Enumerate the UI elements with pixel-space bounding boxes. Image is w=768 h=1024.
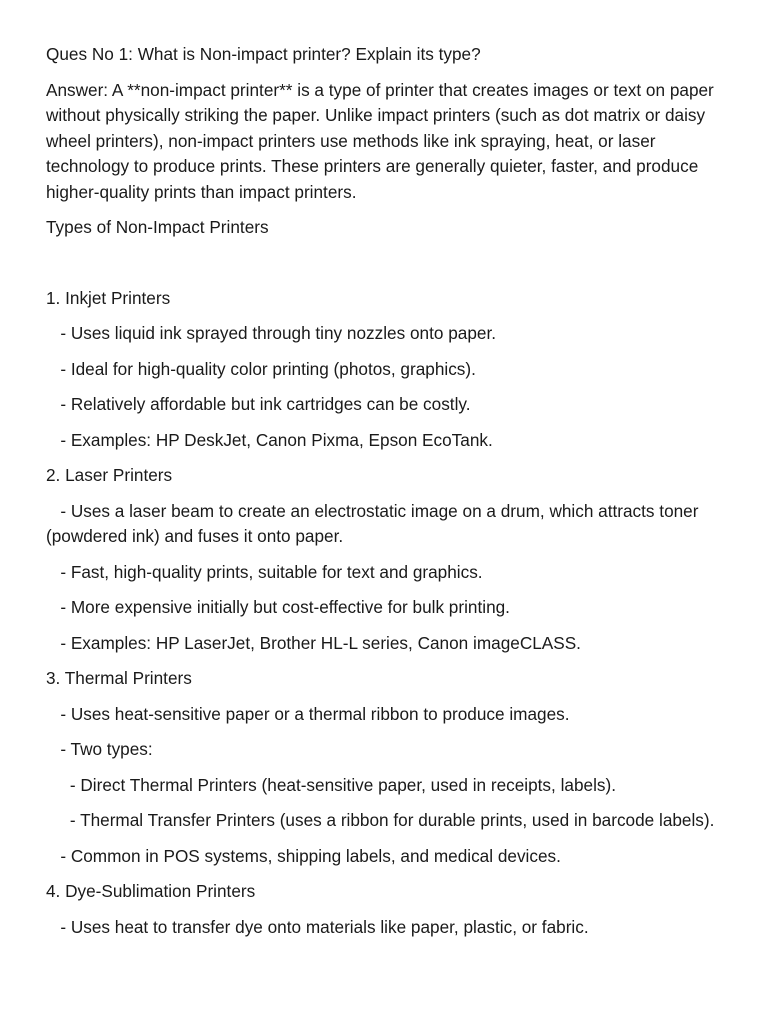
list-line: - Uses heat-sensitive paper or a thermal ribbon to produce images. xyxy=(46,703,570,724)
list-line: - Ideal for high-quality color printing (photos, graphics). xyxy=(46,358,476,379)
answer-paragraph: Answer: A **non-impact printer** is a type of printer that creates images or text on paper without physically striking the paper. Unlike impact printers (such as dot matrix or daisy wheel printers), non-impact printers use methods like ink spraying, heat, or laser technology to produce prints. These printers are generally quieter, faster, and produce higher-quality prints than impact printers. xyxy=(46,79,719,202)
list-line: - Uses heat to transfer dye onto materials like paper, plastic, or fabric. xyxy=(46,916,589,937)
list-line: - Relatively affordable but ink cartridges can be costly. xyxy=(46,394,471,414)
list-line-inkjet-heading: 1. Inkjet Printers xyxy=(46,287,171,308)
list-line: - Two types: xyxy=(46,739,153,759)
list-line: - Fast, high-quality prints, suitable for text and graphics. xyxy=(46,561,483,582)
list-line: - Uses liquid ink sprayed through tiny nozzles onto paper. xyxy=(46,323,496,343)
list-line-dye-sublimation-heading: 4. Dye-Sublimation Printers xyxy=(46,881,256,901)
list-line: - Examples: HP DeskJet, Canon Pixma, Epson EcoTank. xyxy=(46,429,493,450)
list-line: - More expensive initially but cost-effective for bulk printing. xyxy=(46,597,510,617)
list-line-laser-heading: 2. Laser Printers xyxy=(46,465,173,485)
list-line: - Common in POS systems, shipping labels, and medical devices. xyxy=(46,845,561,866)
list-line: - Thermal Transfer Printers (uses a ribbon for durable prints, used in barcode labels). xyxy=(46,810,715,830)
list-line: - Examples: HP LaserJet, Brother HL-L series, Canon imageCLASS. xyxy=(46,632,581,653)
types-heading: Types of Non-Impact Printers xyxy=(46,217,269,237)
list-line: - Direct Thermal Printers (heat-sensitive paper, used in receipts, labels). xyxy=(46,774,616,795)
question-heading: Ques No 1: What is Non-impact printer? Explain its type? xyxy=(46,44,481,64)
list-line: - Uses a laser beam to create an electrostatic image on a drum, which attracts toner (powdered ink) and fuses it onto paper. xyxy=(46,500,704,546)
list-line-thermal-heading: 3. Thermal Printers xyxy=(46,668,192,688)
